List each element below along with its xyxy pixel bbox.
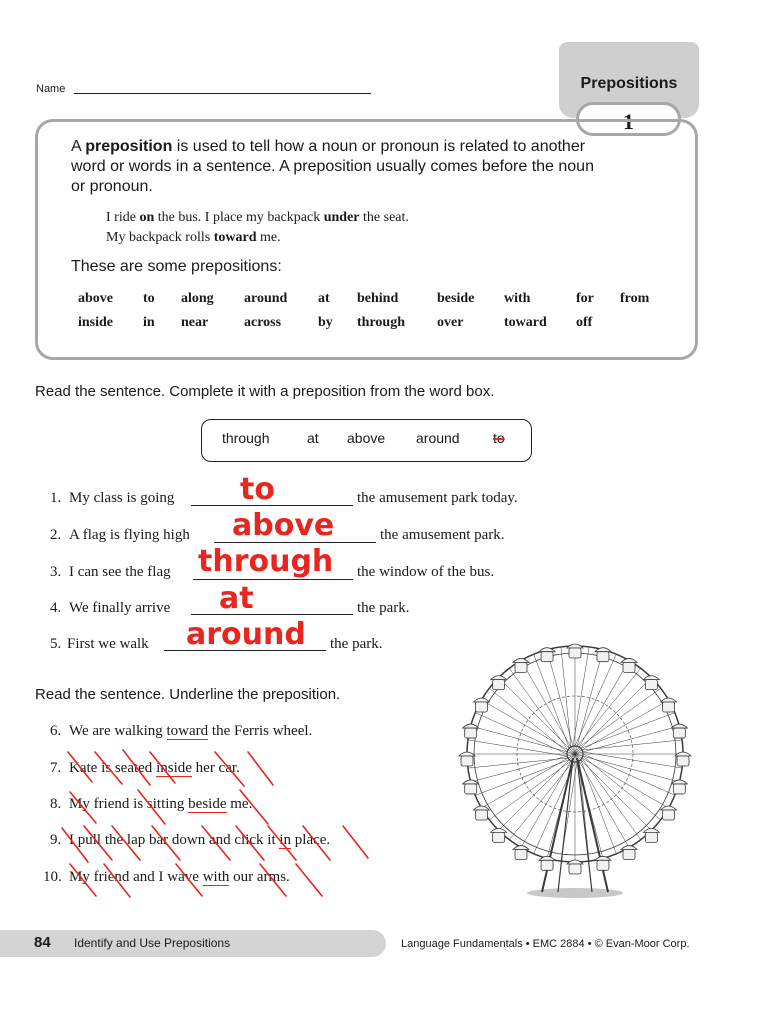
- definition-lead: A: [71, 138, 86, 155]
- wheel-spoke: [489, 761, 571, 820]
- item-number: 2.: [50, 527, 62, 543]
- gondola: [473, 698, 489, 712]
- slash-mark: [104, 864, 130, 897]
- example-text: I ride: [106, 210, 140, 225]
- sentence-text: me.: [226, 796, 253, 812]
- preposition-word: off: [576, 315, 593, 330]
- gondola: [595, 648, 611, 662]
- slash-mark: [70, 792, 96, 823]
- item-text: A flag is flying high: [69, 527, 190, 543]
- gondola: [459, 752, 475, 766]
- definition-term: preposition: [85, 138, 173, 155]
- gondola: [539, 648, 555, 662]
- handwritten-answer: to: [240, 472, 275, 507]
- preposition-word: from: [620, 291, 650, 306]
- preposition-word: with: [504, 291, 531, 306]
- preposition-word: by: [318, 315, 333, 330]
- slash-mark: [150, 752, 175, 783]
- slash-mark: [138, 790, 165, 824]
- preposition-word: beside: [437, 291, 475, 306]
- preposition-word: to: [143, 291, 155, 306]
- gondola: [491, 828, 507, 842]
- wheel-spoke: [509, 668, 568, 750]
- instruction-underline: Read the sentence. Underline the preposition.: [35, 686, 341, 703]
- example-prep: under: [323, 210, 360, 225]
- item-text: the window of the bus.: [357, 564, 495, 580]
- item-text: First we walk: [67, 636, 149, 652]
- wheel-spoke: [471, 754, 575, 782]
- item-text: the park.: [357, 600, 410, 616]
- preposition-word: near: [181, 315, 209, 330]
- preposition-word: along: [181, 291, 214, 306]
- wheel-spoke: [475, 760, 569, 796]
- item-number: 9.: [50, 832, 62, 848]
- page-number: 84: [34, 934, 51, 951]
- wheel-spoke: [547, 650, 575, 754]
- item-text: the park.: [330, 636, 383, 652]
- item-number: 5.: [50, 636, 62, 652]
- wheel-spoke: [534, 654, 570, 748]
- definition-text: is used to tell how a noun or pronoun is related to another word or words in a sentence. A preposition usually comes before the noun or pronoun.: [71, 138, 594, 195]
- preposition-word: around: [244, 291, 288, 306]
- slash-mark: [202, 826, 230, 860]
- prepositions-label: These are some prepositions:: [71, 258, 282, 275]
- wheel-spoke: [475, 713, 567, 754]
- underlined-preposition[interactable]: toward: [166, 723, 209, 739]
- sentence-text: My friend is sitting: [69, 796, 189, 812]
- item-text: I can see the flag: [69, 564, 171, 580]
- item-number: 8.: [50, 796, 62, 812]
- slash-mark: [248, 752, 273, 785]
- wheel-spoke: [521, 754, 575, 848]
- preposition-word: in: [143, 315, 155, 330]
- wheel-spoke: [575, 650, 603, 754]
- item-text: My class is going: [69, 490, 175, 506]
- slash-mark: [176, 864, 202, 896]
- gondola: [513, 658, 529, 672]
- item-number: 10.: [43, 869, 62, 885]
- copyright: Language Fundamentals • EMC 2884 • © Evan-Moor Corp.: [401, 938, 690, 950]
- wheel-spoke: [575, 654, 616, 746]
- wheel-spoke: [575, 754, 669, 808]
- slash-mark: [260, 864, 286, 896]
- wheel-spoke: [575, 678, 651, 754]
- gondola: [513, 846, 529, 860]
- word-box-item-crossed: to: [493, 430, 505, 446]
- word-box-item: above: [347, 430, 386, 446]
- wheel-spoke: [575, 754, 651, 830]
- ferris-wheel-illustration: [440, 630, 720, 905]
- gondola: [463, 780, 479, 794]
- preposition-word: toward: [504, 315, 547, 330]
- preposition-word: at: [318, 291, 330, 306]
- gondola: [473, 806, 489, 820]
- wheel-spoke: [575, 754, 679, 782]
- word-box-item: through: [222, 430, 270, 446]
- wheel-spoke: [471, 726, 575, 754]
- wheel-spoke: [481, 700, 575, 754]
- gondola: [643, 676, 659, 690]
- slash-mark: [240, 790, 268, 824]
- slash-mark: [343, 826, 368, 858]
- gondola: [675, 752, 691, 766]
- item-number: 6.: [50, 723, 62, 739]
- sentence-text: My friend and I wave: [69, 869, 203, 885]
- item-text: the amusement park today.: [357, 490, 518, 506]
- lesson-number: 1: [576, 102, 681, 136]
- gondola: [491, 676, 507, 690]
- sentence-text: place.: [291, 832, 331, 848]
- slash-mark: [62, 828, 88, 862]
- item-text: We finally arrive: [69, 600, 171, 616]
- slash-mark: [95, 752, 122, 784]
- slash-mark: [84, 826, 112, 860]
- slash-mark: [296, 864, 322, 896]
- preposition-word: over: [437, 315, 464, 330]
- preposition-word: above: [78, 291, 113, 306]
- word-box-item: around: [416, 430, 460, 446]
- underlined-preposition[interactable]: with: [202, 869, 230, 885]
- wheel-spoke: [581, 713, 675, 749]
- item-number: 7.: [50, 760, 62, 776]
- wheel-spoke: [575, 726, 679, 754]
- handwritten-answer: above: [232, 508, 335, 543]
- item-number: 3.: [50, 564, 62, 580]
- gondola: [661, 806, 677, 820]
- gondola: [463, 724, 479, 738]
- slash-mark: [68, 752, 92, 782]
- gondola: [661, 698, 677, 712]
- example-text: My backpack rolls: [106, 230, 214, 245]
- example-text: me.: [256, 230, 281, 245]
- wheel-spoke: [579, 688, 661, 747]
- handwritten-answer: at: [219, 581, 254, 616]
- gondola: [567, 644, 583, 658]
- gondola: [567, 860, 583, 874]
- slash-mark: [303, 826, 330, 860]
- underlined-preposition[interactable]: beside: [188, 796, 227, 812]
- example-prep: toward: [213, 230, 257, 245]
- example-text: the bus. I place my backpack: [154, 210, 324, 225]
- sentence-text: the Ferris wheel.: [208, 723, 313, 739]
- preposition-word: inside: [78, 315, 114, 330]
- preposition-word: across: [244, 315, 282, 330]
- preposition-word: for: [576, 291, 594, 306]
- wheel-spoke: [575, 660, 629, 754]
- sentence-text: We are walking: [69, 723, 167, 739]
- underlined-preposition[interactable]: in: [279, 832, 292, 848]
- gondola: [539, 856, 555, 870]
- wheel-spoke: [499, 754, 575, 830]
- underlined-preposition[interactable]: inside: [156, 760, 192, 776]
- slash-mark: [123, 750, 150, 785]
- gondola: [621, 658, 637, 672]
- lesson-title: Prepositions: [580, 75, 678, 92]
- slash-mark: [268, 826, 296, 860]
- sentence-text: our arms.: [229, 869, 290, 885]
- slash-mark: [236, 826, 264, 860]
- gondola: [621, 846, 637, 860]
- slash-mark: [112, 826, 140, 860]
- example-text: the seat.: [359, 210, 409, 225]
- preposition-word: behind: [357, 291, 399, 306]
- item-number: 4.: [50, 600, 62, 616]
- sentence-text: I pull the lap bar down and click it: [69, 832, 280, 848]
- preposition-word: through: [357, 315, 405, 330]
- instruction-complete: Read the sentence. Complete it with a preposition from the word box.: [35, 383, 495, 400]
- wheel-spoke: [499, 678, 575, 754]
- footer-title: Identify and Use Prepositions: [74, 936, 231, 950]
- wheel-spoke: [583, 754, 675, 795]
- slash-mark: [152, 826, 180, 860]
- item-number: 1.: [50, 490, 62, 506]
- word-box-item: at: [307, 430, 319, 446]
- gondola: [643, 828, 659, 842]
- slash-mark: [215, 752, 244, 786]
- gondola: [595, 856, 611, 870]
- handwritten-answer: around: [186, 617, 306, 652]
- name-label: Name: [36, 83, 66, 95]
- sentence-text: her car.: [191, 760, 240, 776]
- sentence-text: Kate is seated: [69, 760, 157, 776]
- example-prep: on: [139, 210, 155, 225]
- gondola: [671, 724, 687, 738]
- handwritten-answer: through: [198, 544, 334, 579]
- wheel-spoke: [582, 758, 641, 840]
- item-text: the amusement park.: [380, 527, 505, 543]
- slash-mark: [70, 864, 96, 896]
- gondola: [671, 780, 687, 794]
